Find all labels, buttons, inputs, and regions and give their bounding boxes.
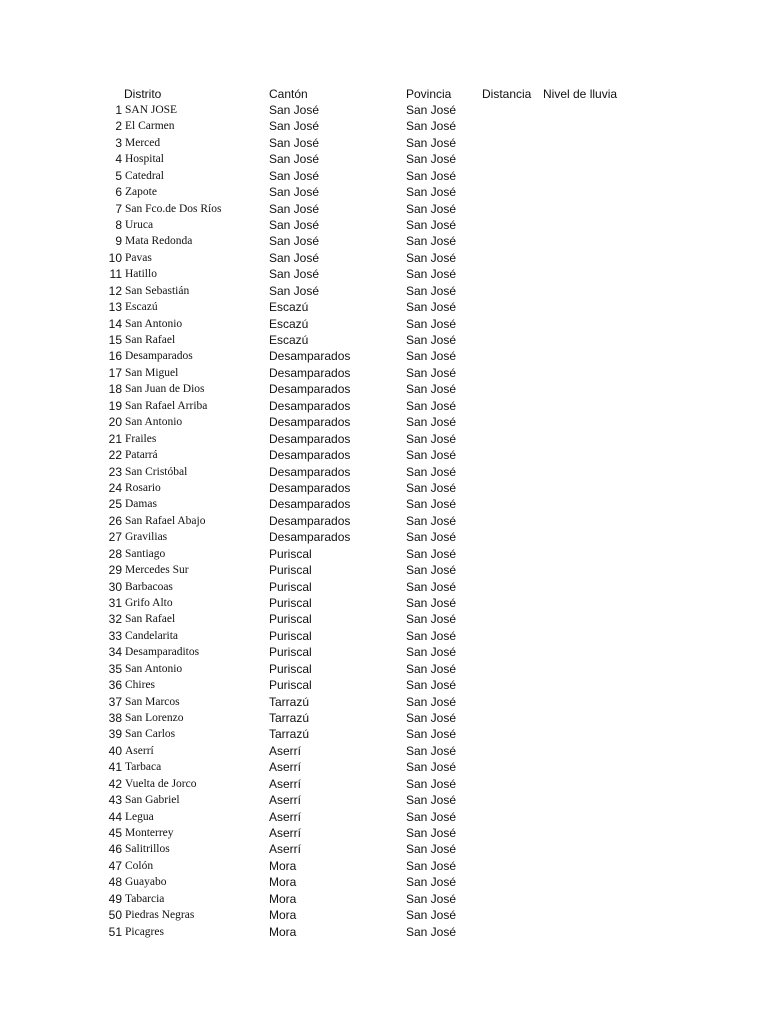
row-number: 37 <box>108 694 122 709</box>
distrito-cell: San Lorenzo <box>125 711 184 724</box>
table-row <box>0 365 768 381</box>
canton-cell: San José <box>269 168 320 183</box>
canton-cell: San José <box>269 218 320 232</box>
canton-cell: Aserrí <box>269 825 302 840</box>
provincia-cell: San José <box>406 415 457 430</box>
table-row <box>0 743 768 759</box>
table-row <box>0 135 768 151</box>
distrito-cell: San Antonio <box>125 416 183 429</box>
provincia-cell: San José <box>406 333 457 347</box>
distrito-cell: Chires <box>125 679 156 691</box>
table-row <box>0 283 768 299</box>
provincia-cell: San José <box>406 809 457 824</box>
canton-cell: Mora <box>269 924 297 939</box>
row-number: 25 <box>108 497 122 512</box>
canton-cell: San José <box>269 201 320 216</box>
row-number: 44 <box>108 809 122 824</box>
provincia-cell: San José <box>406 152 457 167</box>
distrito-cell: Pavas <box>125 251 152 264</box>
provincia-cell: San José <box>406 250 457 265</box>
row-number: 40 <box>108 743 122 758</box>
distrito-cell: Mercedes Sur <box>125 564 189 576</box>
provincia-cell: San José <box>406 710 457 725</box>
distrito-cell: Grifo Alto <box>125 596 173 609</box>
row-number: 21 <box>108 431 122 446</box>
canton-cell: Desamparados <box>269 464 351 479</box>
provincia-cell: San José <box>406 612 457 627</box>
table-row <box>0 611 768 627</box>
provincia-cell: San José <box>406 760 457 775</box>
distrito-cell: SAN JOSE <box>125 104 178 116</box>
distrito-cell: Mata Redonda <box>125 235 193 248</box>
canton-cell: Desamparados <box>269 398 351 413</box>
distrito-cell: San Marcos <box>125 695 180 708</box>
table-row <box>0 677 768 693</box>
distrito-cell: Hospital <box>125 153 164 166</box>
table-row <box>0 480 768 496</box>
header-row <box>0 86 768 102</box>
canton-cell: Escazú <box>269 316 309 331</box>
distrito-cell: San Sebastián <box>125 284 190 297</box>
provincia-cell: San José <box>406 727 457 742</box>
provincia-cell: San José <box>406 185 457 200</box>
row-number: 8 <box>115 218 122 232</box>
table-row <box>0 151 768 167</box>
canton-cell: Desamparados <box>269 431 351 446</box>
row-number: 5 <box>115 168 122 183</box>
provincia-cell: San José <box>406 103 457 117</box>
distrito-cell: Gravilias <box>125 531 168 544</box>
canton-cell: Desamparados <box>269 480 351 495</box>
row-number: 6 <box>115 185 122 200</box>
row-number: 36 <box>108 678 122 692</box>
canton-cell: Desamparados <box>269 513 351 528</box>
table-row <box>0 776 768 792</box>
header-nivel-lluvia: Nivel de lluvia <box>543 87 618 101</box>
distrito-cell: San Rafael <box>125 613 176 626</box>
row-number: 22 <box>108 448 122 462</box>
distrito-cell: Frailes <box>125 432 157 445</box>
distrito-cell: Vuelta de Jorco <box>125 777 197 790</box>
canton-cell: Escazú <box>269 300 309 315</box>
provincia-cell: San José <box>406 464 457 479</box>
row-number: 7 <box>115 201 122 216</box>
table-row <box>0 529 768 545</box>
table-row <box>0 118 768 134</box>
table-row <box>0 447 768 463</box>
row-number: 14 <box>108 316 122 331</box>
canton-cell: Desamparados <box>269 448 351 462</box>
table-row <box>0 562 768 578</box>
provincia-cell: San José <box>406 924 457 939</box>
canton-cell: Desamparados <box>269 349 351 364</box>
table-row <box>0 431 768 447</box>
provincia-cell: San José <box>406 908 457 923</box>
distrito-cell: San Antonio <box>125 317 183 330</box>
canton-cell: Tarrazú <box>269 727 310 742</box>
header-distancia: Distancia <box>482 87 532 101</box>
distrito-cell: Hatillo <box>125 268 157 281</box>
distrito-cell: San Gabriel <box>125 794 180 807</box>
distrito-cell: Aserrí <box>125 744 154 757</box>
row-number: 49 <box>108 891 122 906</box>
row-number: 23 <box>108 464 122 479</box>
provincia-cell: San José <box>406 875 457 890</box>
provincia-cell: San José <box>406 743 457 758</box>
row-number: 32 <box>108 612 122 627</box>
distrito-cell: Merced <box>125 136 161 149</box>
distrito-cell: San Rafael Arriba <box>125 399 208 412</box>
distrito-cell: Salitrillos <box>125 843 170 856</box>
canton-cell: Puriscal <box>269 595 312 610</box>
distrito-cell: San Miguel <box>125 366 179 379</box>
provincia-cell: San José <box>406 316 457 331</box>
row-number: 46 <box>108 842 122 857</box>
distrito-cell: Piedras Negras <box>125 909 195 922</box>
row-number: 29 <box>108 563 122 577</box>
canton-cell: Aserrí <box>269 793 302 808</box>
provincia-cell: San José <box>406 661 457 676</box>
row-number: 15 <box>108 333 122 347</box>
canton-cell: Tarrazú <box>269 694 310 709</box>
canton-cell: Aserrí <box>269 809 302 824</box>
distrito-cell: San Carlos <box>125 728 176 741</box>
provincia-cell: San José <box>406 135 457 150</box>
distrito-cell: El Carmen <box>125 120 175 133</box>
distrito-cell: Damas <box>125 498 157 511</box>
row-number: 2 <box>115 119 122 134</box>
distrito-cell: Rosario <box>125 481 161 494</box>
table-row <box>0 250 768 266</box>
row-number: 16 <box>108 349 122 364</box>
canton-cell: Desamparados <box>269 415 351 430</box>
provincia-cell: San José <box>406 678 457 692</box>
provincia-cell: San José <box>406 431 457 446</box>
distrito-cell: Barbacoas <box>125 580 173 593</box>
row-number: 45 <box>108 825 122 840</box>
distrito-cell: Patarrá <box>125 449 158 461</box>
row-number: 20 <box>108 415 122 430</box>
row-number: 48 <box>108 875 122 890</box>
row-number: 28 <box>108 546 122 561</box>
provincia-cell: San José <box>406 168 457 183</box>
table-row <box>0 841 768 857</box>
provincia-cell: San José <box>406 119 457 134</box>
distrito-cell: Uruca <box>125 219 154 231</box>
row-number: 34 <box>108 645 122 660</box>
canton-cell: San José <box>269 152 320 167</box>
provincia-cell: San José <box>406 793 457 808</box>
provincia-cell: San José <box>406 694 457 709</box>
table-row <box>0 858 768 874</box>
row-number: 51 <box>108 924 122 939</box>
distrito-cell: Guayabo <box>125 876 167 889</box>
table-row <box>0 907 768 923</box>
row-number: 33 <box>108 628 122 643</box>
provincia-cell: San José <box>406 825 457 840</box>
table-row <box>0 496 768 512</box>
canton-cell: Desamparados <box>269 530 351 545</box>
table-row <box>0 266 768 282</box>
canton-cell: Aserrí <box>269 743 302 758</box>
table-row <box>0 299 768 315</box>
provincia-cell: San José <box>406 218 457 232</box>
canton-cell: Desamparados <box>269 365 351 380</box>
distrito-cell: Desamparaditos <box>125 646 200 659</box>
canton-cell: San José <box>269 234 320 249</box>
distrito-cell: Picagres <box>125 925 164 938</box>
canton-cell: Tarrazú <box>269 710 310 725</box>
table-row <box>0 874 768 890</box>
header-canton: Cantón <box>269 87 308 101</box>
canton-cell: Puriscal <box>269 546 312 561</box>
table-row <box>0 825 768 841</box>
row-number: 35 <box>108 661 122 676</box>
provincia-cell: San José <box>406 595 457 610</box>
canton-cell: Puriscal <box>269 612 312 627</box>
row-number: 31 <box>108 595 122 610</box>
distrito-cell: Tabarcia <box>125 892 165 905</box>
canton-cell: Puriscal <box>269 628 312 643</box>
table-row <box>0 348 768 364</box>
provincia-cell: San José <box>406 448 457 462</box>
provincia-cell: San José <box>406 267 457 282</box>
table-row <box>0 595 768 611</box>
distrito-cell: San Fco.de Dos Ríos <box>125 202 222 215</box>
table-row <box>0 694 768 710</box>
distrito-cell: Zapote <box>125 186 157 199</box>
canton-cell: San José <box>269 185 320 200</box>
provincia-cell: San José <box>406 201 457 216</box>
row-number: 3 <box>115 135 122 150</box>
canton-cell: San José <box>269 103 320 117</box>
row-number: 13 <box>108 300 122 315</box>
distrito-cell: San Antonio <box>125 662 183 675</box>
provincia-cell: San José <box>406 891 457 906</box>
canton-cell: Aserrí <box>269 842 302 857</box>
provincia-cell: San José <box>406 398 457 413</box>
row-number: 43 <box>108 793 122 808</box>
table-row <box>0 513 768 529</box>
header-distrito: Distrito <box>124 87 162 101</box>
distrito-cell: Escazú <box>125 301 158 314</box>
canton-cell: Mora <box>269 858 297 873</box>
table-row <box>0 644 768 660</box>
provincia-cell: San José <box>406 497 457 512</box>
provincia-cell: San José <box>406 842 457 857</box>
provincia-cell: San José <box>406 563 457 577</box>
canton-cell: Mora <box>269 891 297 906</box>
provincia-cell: San José <box>406 645 457 660</box>
row-number: 41 <box>108 760 122 775</box>
table-row <box>0 628 768 644</box>
distrito-cell: Catedral <box>125 169 164 182</box>
canton-cell: Puriscal <box>269 678 312 692</box>
row-number: 24 <box>108 480 122 495</box>
table-row <box>0 661 768 677</box>
table-row <box>0 201 768 217</box>
provincia-cell: San José <box>406 234 457 249</box>
provincia-cell: San José <box>406 628 457 643</box>
table-row <box>0 102 768 118</box>
distrito-cell: San Juan de Dios <box>125 383 205 396</box>
canton-cell: Aserrí <box>269 760 302 775</box>
table-row <box>0 891 768 907</box>
canton-cell: Mora <box>269 908 297 923</box>
row-number: 18 <box>108 382 122 397</box>
canton-cell: Mora <box>269 875 297 890</box>
table-row <box>0 184 768 200</box>
canton-cell: Puriscal <box>269 563 312 577</box>
row-number: 39 <box>108 727 122 742</box>
canton-cell: Desamparados <box>269 382 351 397</box>
row-number: 17 <box>108 365 122 380</box>
row-number: 27 <box>108 530 122 545</box>
provincia-cell: San José <box>406 300 457 315</box>
distrito-cell: San Rafael <box>125 334 176 346</box>
row-number: 47 <box>108 858 122 873</box>
provincia-cell: San José <box>406 283 457 298</box>
row-number: 19 <box>108 398 122 413</box>
table-row <box>0 924 768 940</box>
table-row <box>0 316 768 332</box>
provincia-cell: San José <box>406 776 457 791</box>
row-number: 38 <box>108 710 122 725</box>
canton-cell: Escazú <box>269 333 309 347</box>
canton-cell: San José <box>269 119 320 134</box>
provincia-cell: San José <box>406 513 457 528</box>
table-row <box>0 809 768 825</box>
distrito-cell: Colón <box>125 859 154 872</box>
row-number: 4 <box>115 152 122 167</box>
table-row <box>0 332 768 348</box>
canton-cell: San José <box>269 267 320 282</box>
canton-cell: Puriscal <box>269 661 312 676</box>
table-row <box>0 759 768 775</box>
header-provincia: Povincia <box>406 87 452 101</box>
table-row <box>0 168 768 184</box>
table-row <box>0 464 768 480</box>
row-number: 1 <box>115 103 122 117</box>
provincia-cell: San José <box>406 858 457 873</box>
provincia-cell: San José <box>406 382 457 397</box>
canton-cell: Puriscal <box>269 579 312 594</box>
table-row <box>0 792 768 808</box>
row-number: 50 <box>108 908 122 923</box>
canton-cell: San José <box>269 135 320 150</box>
row-number: 10 <box>108 250 122 265</box>
distrito-cell: San Cristóbal <box>125 465 188 478</box>
canton-cell: Aserrí <box>269 776 302 791</box>
canton-cell: San José <box>269 283 320 298</box>
distrito-cell: Candelarita <box>125 629 179 642</box>
provincia-cell: San José <box>406 579 457 594</box>
row-number: 9 <box>115 234 122 249</box>
table-row <box>0 217 768 233</box>
table-row <box>0 579 768 595</box>
table-row <box>0 398 768 414</box>
table-row <box>0 414 768 430</box>
provincia-cell: San José <box>406 480 457 495</box>
table-row <box>0 726 768 742</box>
provincia-cell: San José <box>406 349 457 364</box>
table-row <box>0 710 768 726</box>
distrito-cell: San Rafael Abajo <box>125 514 206 527</box>
row-number: 42 <box>108 776 122 791</box>
distrito-cell: Legua <box>125 810 154 823</box>
distrito-cell: Desamparados <box>125 350 193 363</box>
canton-cell: Desamparados <box>269 497 351 512</box>
row-number: 12 <box>108 283 122 298</box>
distrito-cell: Monterrey <box>125 826 174 839</box>
row-number: 26 <box>108 513 122 528</box>
table-row <box>0 233 768 249</box>
table-row <box>0 381 768 397</box>
distrito-cell: Tarbaca <box>125 761 162 774</box>
provincia-cell: San José <box>406 530 457 545</box>
row-number: 30 <box>108 579 122 594</box>
provincia-cell: San José <box>406 365 457 380</box>
canton-cell: Puriscal <box>269 645 312 660</box>
distrito-cell: Santiago <box>125 547 166 560</box>
row-number: 11 <box>109 267 122 282</box>
provincia-cell: San José <box>406 546 457 561</box>
table-row <box>0 546 768 562</box>
canton-cell: San José <box>269 250 320 265</box>
